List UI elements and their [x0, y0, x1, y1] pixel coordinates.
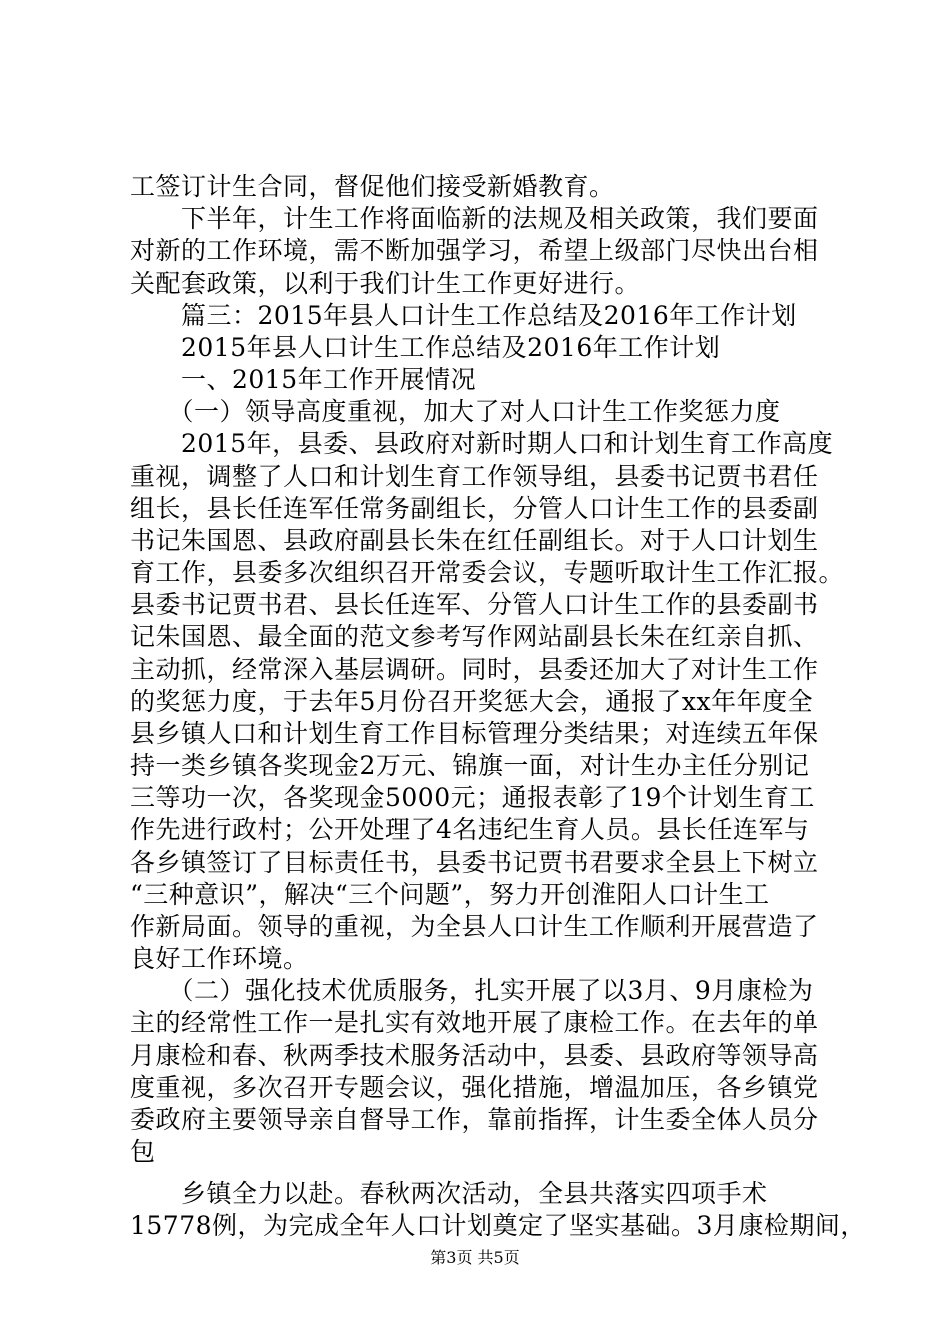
- text-line: 作先进行政村；公开处理了4名违纪生育人员。县长任连军与: [130, 815, 810, 844]
- text-line: 2015年，县委、县政府对新时期人口和计划生育工作高度: [130, 429, 834, 458]
- text-line: 记朱国恩、最全面的范文参考写作网站副县长朱在红亲自抓、: [130, 622, 819, 651]
- text-line: 15778例，为完成全年人口计划奠定了坚实基础。3月康检期间，: [130, 1211, 866, 1240]
- text-line: 工签订计生合同，督促他们接受新婚教育。: [130, 172, 615, 201]
- text-line: 主动抓，经常深入基层调研。同时，县委还加大了对计生工作: [130, 655, 819, 684]
- text-line: 一、2015年工作开展情况: [130, 365, 477, 394]
- page-number-footer: 第3页 共5页: [430, 1248, 520, 1267]
- text-line: 作新局面。领导的重视，为全县人口计生工作顺利开展营造了: [130, 912, 819, 941]
- text-line: 重视，调整了人口和计划生育工作领导组，县委书记贾书君任: [130, 462, 819, 491]
- text-line: 度重视，多次召开专题会议，强化措施，增温加压，各乡镇党: [130, 1073, 819, 1102]
- text-line: 书记朱国恩、县政府副县长朱在红任副组长。对于人口计划生: [130, 526, 819, 555]
- text-line: 主的经常性工作一是扎实有效地开展了康检工作。在去年的单: [130, 1008, 819, 1037]
- text-line: 三等功一次，各奖现金5000元；通报表彰了19个计划生育工: [130, 783, 815, 812]
- text-line: 对新的工作环境，需不断加强学习，希望上级部门尽快出台相: [130, 236, 819, 265]
- text-line: 2015年县人口计生工作总结及2016年工作计划: [130, 333, 721, 362]
- text-line: 县乡镇人口和计划生育工作目标管理分类结果；对连续五年保: [130, 719, 819, 748]
- text-line: 月康检和春、秋两季技术服务活动中，县委、县政府等领导高: [130, 1041, 819, 1070]
- text-line: 包: [130, 1137, 156, 1166]
- text-line: （一）领导高度重视，加大了对人口计生工作奖惩力度: [130, 397, 781, 426]
- text-line: 下半年，计生工作将面临新的法规及相关政策，我们要面: [130, 204, 819, 233]
- text-line: 的奖惩力度，于去年5月份召开奖惩大会，通报了xx年年度全: [130, 687, 814, 716]
- text-line: 乡镇全力以赴。春秋两次活动，全县共落实四项手术: [130, 1179, 768, 1208]
- text-line: 县委书记贾书君、县长任连军、分管人口计生工作的县委副书: [130, 590, 819, 619]
- text-line: “三种意识”，解决“三个问题”，努力开创淮阳人口计生工: [130, 880, 770, 909]
- text-line: （二）强化技术优质服务，扎实开展了以3月、9月康检为: [130, 976, 814, 1005]
- text-line: 关配套政策，以利于我们计生工作更好进行。: [130, 269, 641, 298]
- text-line: 篇三：2015年县人口计生工作总结及2016年工作计划: [130, 301, 797, 330]
- text-line: 良好工作环境。: [130, 944, 309, 973]
- text-line: 各乡镇签订了目标责任书，县委书记贾书君要求全县上下树立: [130, 848, 819, 877]
- text-line: 育工作，县委多次组织召开常委会议，专题听取计生工作汇报。: [130, 558, 845, 587]
- text-line: 委政府主要领导亲自督导工作，靠前指挥，计生委全体人员分: [130, 1105, 819, 1134]
- text-line: 持一类乡镇各奖现金2万元、锦旗一面，对计生办主任分别记: [130, 751, 810, 780]
- text-line: 组长，县长任连军任常务副组长，分管人口计生工作的县委副: [130, 494, 819, 523]
